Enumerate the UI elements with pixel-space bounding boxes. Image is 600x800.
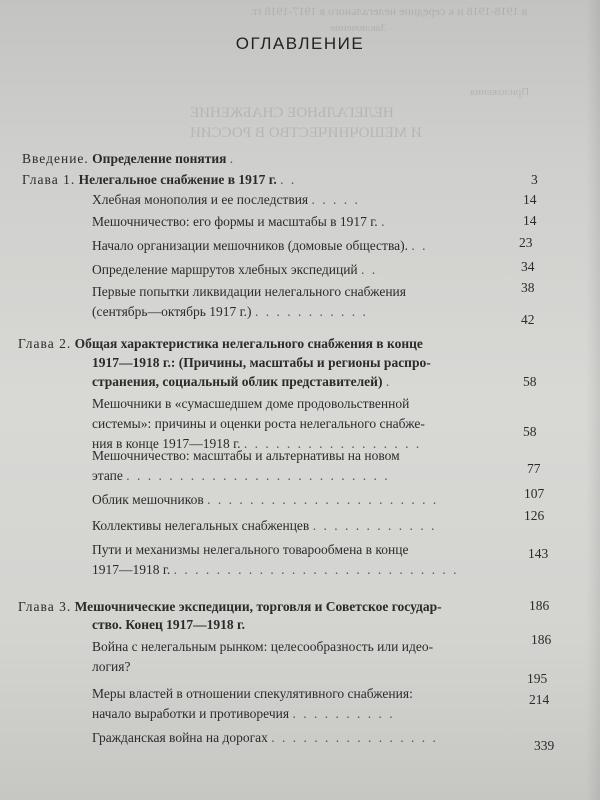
bleed-line: Приложения [470, 86, 530, 98]
toc-intro [22, 149, 235, 169]
page-number: 126 [524, 508, 545, 523]
toc-section: Война с нелегальным рынком: целесообразность или идео- логия? [92, 639, 434, 674]
toc-section: Меры властей в отношении спекулятивного снабжения: начало выработки и противоречия . . . . . . . . . . [92, 686, 413, 721]
toc-section: Мешочники в «сумасшедшем доме продовольственной системы»: причины и оценки роста нелегального снабже- ния в конце 1917—1918 г. . . . . . . . . . . . . . . . . . [92, 396, 425, 451]
chapter-title-line: ство. Конец 1917—1918 г. [92, 617, 245, 632]
chapter-title: Нелегальное снабжение в 1917 г. [78, 172, 277, 187]
bleed-through-text [0, 0, 600, 150]
toc-section: Пути и механизмы нелегального товарообмена в конце 1917—1918 г. . . . . . . . . . . . . . . . . . . . . . . . . . . . [92, 542, 459, 577]
page-number: 3 [531, 172, 538, 187]
chapter-title-line: 1917—1918 г.: (Причины, масштабы и регионы распро- [92, 355, 431, 370]
chapter-label: Глава 3. [18, 599, 72, 614]
toc-section: Хлебная монополия и ее последствия . . . . . [92, 192, 360, 207]
page-number: 77 [527, 461, 541, 476]
toc-section: Облик мешочников . . . . . . . . . . . . . . . . . . . . . . [92, 492, 439, 507]
page-title: ОГЛАВЛЕНИЕ [235, 34, 365, 53]
chapter-label: Глава 1. [22, 172, 76, 187]
chapter-title: Мешочнические экспедиции, торговля и Советское государ- [74, 599, 442, 614]
intro-label: Введение. [22, 151, 89, 166]
leader-dots: . . [280, 172, 297, 187]
page-number: 186 [529, 598, 550, 613]
toc-chapter-1 [22, 170, 296, 190]
toc-section: Первые попытки ликвидации нелегального снабжения (сентябрь—октябрь 1917 г.) . . . . . . . . . . . [92, 284, 406, 319]
toc-chapter-3 [18, 597, 442, 617]
page-number: 42 [521, 312, 535, 327]
chapter-label: Глава 2. [18, 336, 72, 351]
page-edge-shadow [586, 0, 600, 800]
page-number: 23 [519, 235, 533, 250]
page-number: 339 [534, 738, 555, 753]
toc-chapter-2 [18, 334, 423, 354]
bleed-line: Заключение [330, 22, 387, 34]
page-number: 38 [521, 280, 535, 295]
intro-title: Определение понятия [92, 151, 227, 166]
page-number: 58 [523, 424, 537, 439]
toc-section: Мешочничество: его формы и масштабы в 1917 г. . [92, 214, 387, 229]
toc-section: Определение маршрутов хлебных экспедиций . . [92, 262, 378, 277]
toc-section: Коллективы нелегальных снабженцев . . . . . . . . . . . . [92, 518, 437, 533]
page-number: 195 [527, 671, 548, 686]
leader-dots: . [229, 151, 236, 166]
page-number: 107 [524, 486, 545, 501]
chapter-title: Общая характеристика нелегального снабжения в конце [74, 336, 423, 351]
chapter-title-line: странения, социальный облик представителей) . [92, 374, 392, 389]
bleed-line: НЕЛЕГАЛЬНОЕ СНАБЖЕНИЕ [190, 105, 394, 121]
page-number: 14 [523, 213, 537, 228]
toc-section: Гражданская война на дорогах . . . . . . . . . . . . . . . . [92, 730, 438, 745]
page-number: 214 [529, 692, 550, 707]
page-number: 143 [528, 546, 549, 561]
page-number: 14 [523, 192, 537, 207]
bleed-line: в 1918-1918 и к середине нелегального в 1917-1918 гг. [250, 4, 528, 18]
toc-section: Мешочничество: масштабы и альтернативы на новом этапе . . . . . . . . . . . . . . . . . . . . . . . . . [92, 448, 400, 483]
toc-section: Начало организации мешочников (домовые общества). . . [92, 238, 428, 253]
bleed-line: И МЕШОЧНИЧЕСТВО В РОССИИ [190, 125, 422, 141]
page-number: 186 [531, 632, 552, 647]
page-number: 34 [521, 259, 535, 274]
page-number: 58 [523, 374, 537, 389]
